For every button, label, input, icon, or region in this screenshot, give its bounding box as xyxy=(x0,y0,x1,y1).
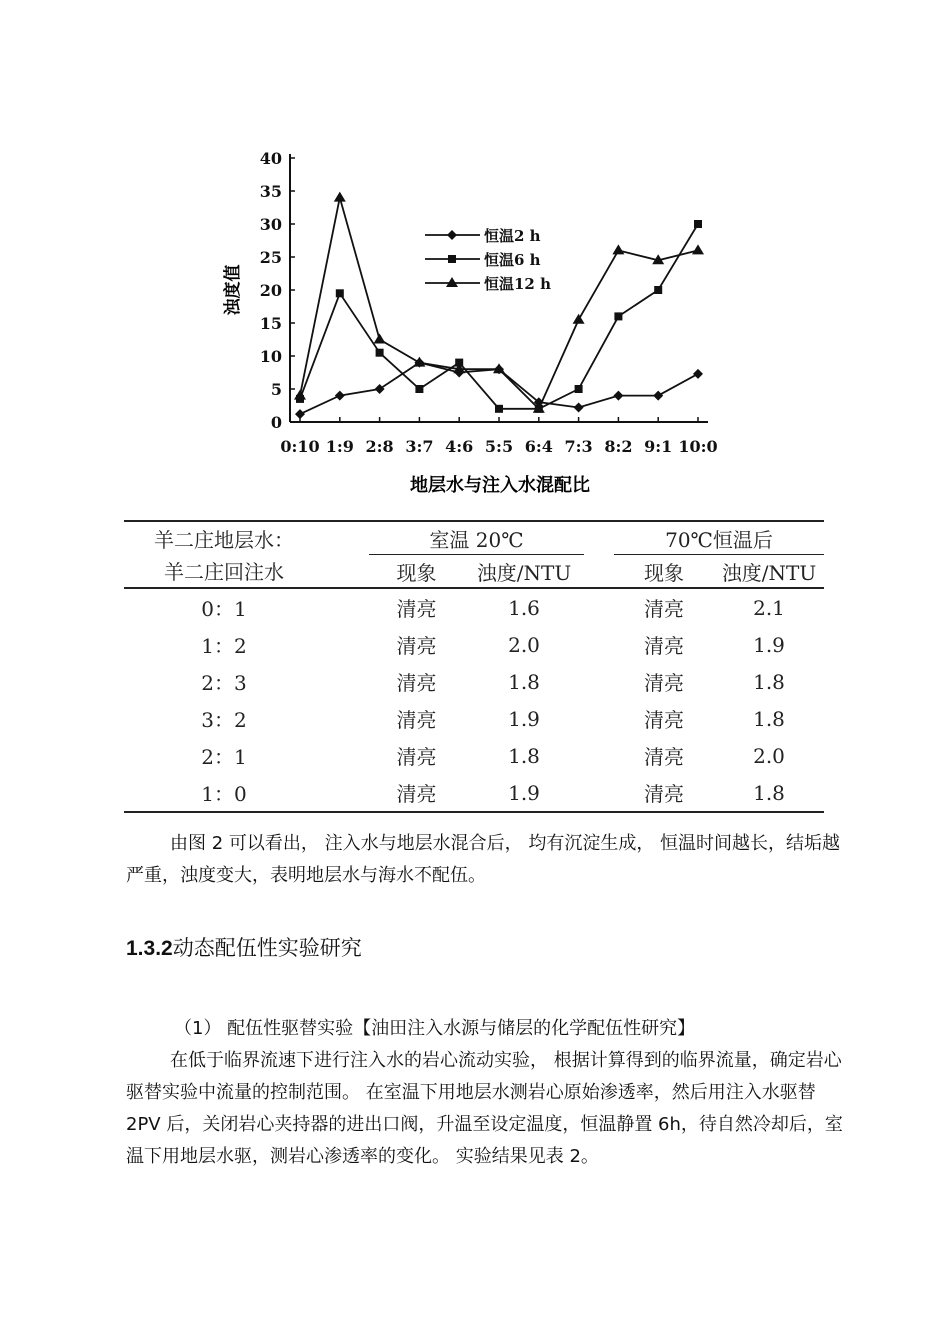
table-cell: 清亮 xyxy=(644,634,684,658)
table-cell xyxy=(584,663,614,700)
legend-entry xyxy=(425,251,541,269)
point-diamond xyxy=(574,402,584,412)
table-cell: 清亮 xyxy=(644,782,684,806)
turbidity-line-chart xyxy=(200,140,740,510)
y-tick-label: 0 xyxy=(270,413,282,432)
point-triangle xyxy=(573,314,585,324)
point-diamond xyxy=(295,409,305,419)
point-diamond xyxy=(613,391,623,401)
table-cell: 清亮 xyxy=(644,597,684,621)
point-triangle xyxy=(334,192,346,202)
point-square xyxy=(575,385,583,393)
point-triangle xyxy=(446,277,458,287)
x-tick-label: 5:5 xyxy=(484,437,514,456)
table-cell: 2.0 xyxy=(753,743,785,768)
table-cell: 清亮 xyxy=(644,671,684,695)
legend-label: 恒温6 h xyxy=(484,251,541,269)
point-square xyxy=(448,255,456,263)
table-cell xyxy=(324,588,369,626)
x-tick-label: 1:9 xyxy=(325,437,354,456)
y-tick-label: 10 xyxy=(259,347,282,366)
y-tick-label: 5 xyxy=(270,380,282,399)
paragraph-2-title: （1） 配伍性驱替实验【油田注入水源与储层的化学配伍性研究】 xyxy=(174,1018,696,1039)
legend-label: 恒温2 h xyxy=(484,227,541,245)
point-square xyxy=(376,349,384,357)
table-cell: 1：0 xyxy=(201,782,247,806)
table-cell xyxy=(324,626,369,663)
table-cell xyxy=(584,737,614,774)
y-tick-label: 30 xyxy=(259,215,282,234)
table-cell xyxy=(324,737,369,774)
y-tick-label: 15 xyxy=(259,314,282,333)
table-cell xyxy=(584,774,614,812)
x-tick-label: 2:8 xyxy=(365,437,394,456)
table-cell: 清亮 xyxy=(644,745,684,769)
x-tick-label: 10:0 xyxy=(678,437,718,456)
point-triangle xyxy=(692,244,704,254)
table-cell: 1.8 xyxy=(753,780,785,805)
series-3 xyxy=(294,192,704,413)
y-tick-label: 20 xyxy=(259,281,282,300)
point-diamond xyxy=(693,369,703,379)
table-cell xyxy=(324,774,369,812)
series-2 xyxy=(296,220,702,413)
subheader-turbidity-2: 浊度/NTU xyxy=(721,560,817,585)
chart-legend xyxy=(425,227,551,293)
table-row xyxy=(124,774,824,812)
point-square xyxy=(694,220,702,228)
section-number: 1.3.2 xyxy=(126,937,173,960)
table-cell: 清亮 xyxy=(396,745,437,769)
table-cell: 2：1 xyxy=(201,745,247,769)
paragraph-2-text: 在低于临界流速下进行注入水的岩心流动实验， 根据计算得到的临界流量，确定岩心驱替实验中流量的控制范围。 在室温下用地层水测岩心原始渗透率，然后用注入水驱替 2PV 后，关闭岩心夹持器的进出口阀，升温至设定温度，恒温静置 6h，待自然冷却后，室温下用地层水驱，测岩心渗透率的变化。 实验结果见表 2。 xyxy=(126,1050,843,1167)
point-diamond xyxy=(335,391,345,401)
y-tick-label: 35 xyxy=(259,182,282,201)
chart-series xyxy=(294,192,704,419)
legend-entry xyxy=(425,275,551,293)
paragraph-figure-analysis xyxy=(126,828,846,892)
table-cell xyxy=(324,663,369,700)
subheader-phenomenon-2: 现象 xyxy=(644,560,684,585)
point-square xyxy=(654,286,662,294)
x-tick-label: 7:3 xyxy=(564,437,593,456)
point-diamond xyxy=(653,391,663,401)
table-cell: 1.9 xyxy=(753,632,785,657)
y-tick-label: 25 xyxy=(259,248,282,267)
table-cell: 清亮 xyxy=(396,597,437,621)
section-heading xyxy=(126,932,362,962)
x-tick-label: 9:1 xyxy=(644,437,673,456)
table-cell: 清亮 xyxy=(396,782,437,806)
table-cell: 1.8 xyxy=(753,706,785,731)
table-cell: 1.8 xyxy=(753,669,785,694)
table-cell: 2.1 xyxy=(753,595,785,620)
table-cell: 0：1 xyxy=(201,597,247,621)
table-row xyxy=(124,663,824,700)
x-tick-label: 3:7 xyxy=(405,437,434,456)
point-square xyxy=(614,312,622,320)
point-triangle xyxy=(374,334,386,344)
table-cell xyxy=(584,588,614,626)
table-cell: 3：2 xyxy=(201,708,247,732)
point-diamond xyxy=(447,230,457,240)
point-diamond xyxy=(375,384,385,394)
table-cell: 清亮 xyxy=(644,708,684,732)
table-cell: 清亮 xyxy=(396,634,437,658)
table-row xyxy=(124,700,824,737)
compatibility-table xyxy=(124,520,824,813)
section-title: 动态配伍性实验研究 xyxy=(172,936,362,960)
y-axis-label: 浊度值 xyxy=(223,264,243,316)
point-square xyxy=(495,405,503,413)
table-cell: 清亮 xyxy=(396,671,437,695)
x-tick-label: 0:10 xyxy=(280,437,320,456)
corner-header-line1: 羊二庄地层水： xyxy=(154,527,294,552)
paragraph-1-text: 由图 2 可以看出， 注入水与地层水混合后， 均有沉淀生成， 恒温时间越长，结垢越严重，浊度变大，表明地层水与海水不配伍。 xyxy=(126,833,841,886)
legend-entry xyxy=(425,227,541,245)
point-triangle xyxy=(413,357,425,367)
x-tick-label: 4:6 xyxy=(445,437,474,456)
table-cell xyxy=(584,626,614,663)
table-cell: 1.6 xyxy=(508,595,540,620)
point-square xyxy=(336,289,344,297)
subheader-phenomenon-1: 现象 xyxy=(396,560,437,585)
y-tick-label: 40 xyxy=(259,149,282,168)
table-row xyxy=(124,626,824,663)
point-triangle xyxy=(294,390,306,400)
table-cell: 1：2 xyxy=(201,634,247,658)
point-triangle xyxy=(612,244,624,254)
point-triangle xyxy=(493,363,505,373)
table-row xyxy=(124,588,824,626)
table-cell: 1.8 xyxy=(508,669,540,694)
turbidity-chart xyxy=(200,140,740,510)
table-cell: 1.8 xyxy=(508,743,540,768)
x-tick-label: 8:2 xyxy=(604,437,633,456)
x-axis-label: 地层水与注入水混配比 xyxy=(410,475,590,496)
table-cell: 2：3 xyxy=(201,671,247,695)
paragraph-dynamic-experiment xyxy=(126,1013,846,1173)
table-cell xyxy=(584,700,614,737)
table-cell: 1.9 xyxy=(508,780,540,805)
x-tick-label: 6:4 xyxy=(524,437,553,456)
table-cell xyxy=(324,700,369,737)
point-square xyxy=(415,385,423,393)
table-cell: 2.0 xyxy=(508,632,540,657)
legend-label: 恒温12 h xyxy=(484,275,552,293)
table-cell: 1.9 xyxy=(508,706,540,731)
subheader-turbidity-1: 浊度/NTU xyxy=(476,560,572,585)
table-cell: 清亮 xyxy=(396,708,437,732)
group-header-room-temp: 室温 20℃ xyxy=(369,521,584,555)
corner-header-line2: 羊二庄回注水 xyxy=(164,560,284,585)
group-header-70c: 70℃恒温后 xyxy=(614,521,824,555)
table-row xyxy=(124,737,824,774)
